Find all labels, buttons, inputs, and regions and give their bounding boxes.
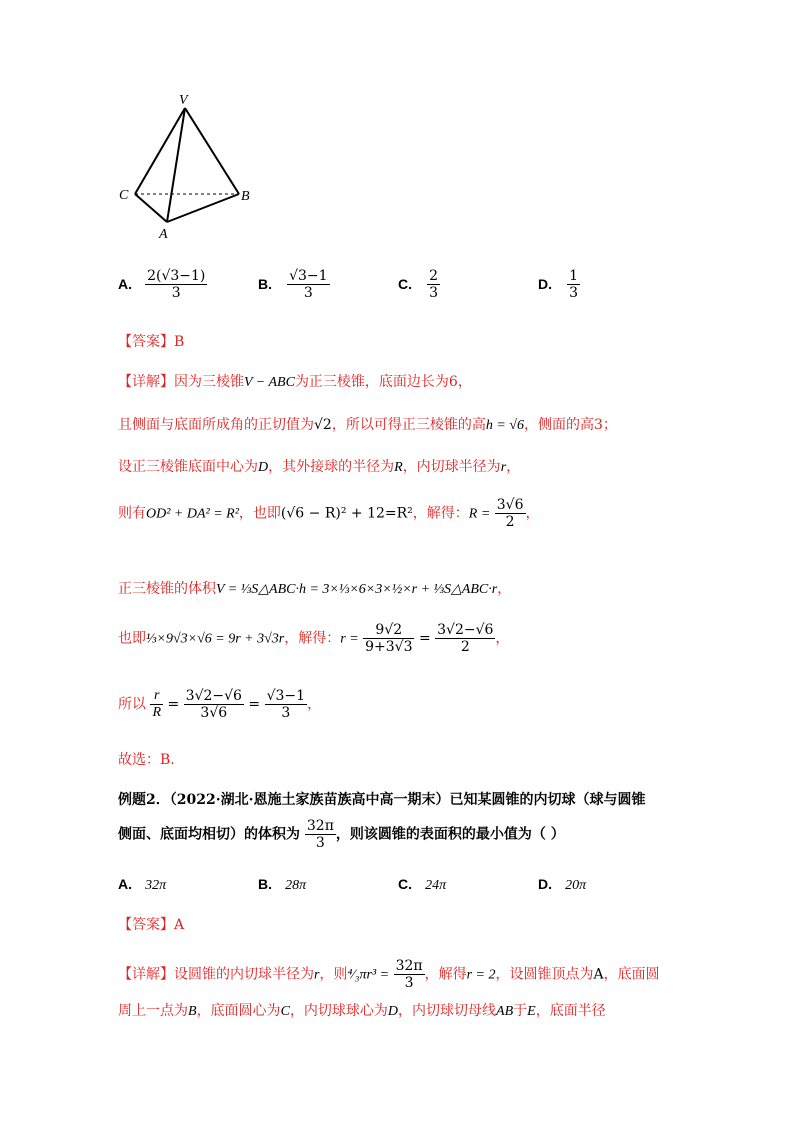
math: ⁴⁄₃πr³ =: [347, 967, 390, 983]
option-c-num: 2: [429, 268, 439, 284]
text: 为正三棱锥，底面边长为6，: [294, 374, 472, 390]
math: r: [314, 967, 320, 983]
edge-vb: [185, 108, 239, 194]
text: ，解得：: [284, 630, 341, 647]
text: ，则: [319, 966, 348, 983]
frac-num: 9√2: [363, 622, 414, 639]
text: ，内切球球心为: [289, 1003, 388, 1019]
text: ，解得: [424, 966, 467, 983]
option-b-num: √3−1: [289, 268, 328, 284]
text: ，底面圆心为: [196, 1003, 281, 1019]
frac-num: 3√6: [496, 497, 524, 513]
math: R =: [468, 506, 491, 522]
q1-detail-line7: [118, 688, 321, 721]
math: ⅓×9√3×√6 = 9r + 3√3r: [146, 631, 285, 647]
math: R: [394, 460, 403, 475]
text: 设正三棱锥底面中心为: [118, 459, 258, 475]
math: √2: [314, 417, 332, 433]
frac-den: 2: [460, 639, 470, 655]
text: 则有: [118, 505, 146, 522]
q2-option-a: [118, 874, 166, 894]
math: AB: [496, 1004, 514, 1019]
text: 于: [513, 1003, 528, 1019]
text: 【详解】设圆锥的内切球半径为: [118, 966, 314, 983]
text: ，: [495, 630, 510, 647]
frac-num: 3√2−√6: [185, 688, 242, 704]
option-label: B.: [258, 876, 272, 892]
text: ，: [525, 505, 540, 522]
q1-detail-line5: [118, 578, 511, 598]
q1-detail-line3: [118, 456, 520, 476]
option-a-num: 2(√3−1): [147, 268, 206, 284]
q1-detail-line1: [118, 371, 472, 391]
q2-option-c: [398, 874, 446, 894]
q1-option-a: [118, 268, 207, 301]
option-value: 20π: [565, 878, 587, 893]
q2-detail-line2: [118, 1000, 606, 1020]
text: ，所以可得正三棱锥的高: [331, 417, 486, 433]
option-d-num: 1: [569, 268, 579, 284]
text: ，底面半径: [535, 1003, 606, 1019]
frac-den: 2: [505, 514, 515, 530]
option-b-den: 3: [303, 285, 313, 301]
frac-den: 9+3√3: [365, 639, 413, 655]
pyramid-figure: [115, 90, 265, 250]
frac-num: 3√2−√6: [437, 622, 494, 638]
text: 正三棱锥的体积: [118, 581, 216, 597]
frac-den: 3√6: [200, 705, 228, 721]
q1-detail-line8: 故选：B.: [118, 752, 175, 768]
text: ，也即: [238, 505, 281, 522]
math: D: [258, 460, 269, 475]
text: 周上一点为: [118, 1003, 188, 1019]
text: ，其外接球的半径为: [268, 459, 395, 475]
label-a: A: [159, 227, 168, 242]
equals: =: [167, 696, 180, 713]
frac-den: 3: [281, 705, 291, 721]
option-label: C.: [398, 876, 412, 892]
q2-detail-line1: [118, 958, 660, 991]
math: r = 2: [466, 967, 496, 983]
label-v: V: [179, 93, 188, 108]
equals: =: [418, 630, 431, 647]
text: 且侧面与底面所成角的正切值为: [118, 417, 314, 433]
q2-answer-tag: 【答案】A: [118, 917, 185, 933]
math: V − ABC: [244, 375, 295, 390]
q1-option-c: [398, 268, 440, 301]
option-label: D.: [538, 876, 552, 892]
frac-den: 3: [315, 835, 325, 851]
text: ，: [307, 696, 322, 713]
q1-answer-tag: 【答案】B: [118, 334, 185, 350]
option-a-den: 3: [171, 285, 181, 301]
edge-ab: [167, 194, 239, 222]
math: r: [500, 460, 507, 475]
frac-den: 3: [404, 975, 414, 991]
text: 所以: [118, 696, 146, 713]
option-label: D.: [538, 276, 552, 292]
option-label: A.: [118, 876, 132, 892]
label-c: C: [119, 188, 129, 203]
q2-option-d: [538, 874, 586, 894]
math: D: [387, 1004, 399, 1019]
q1-option-d: [538, 268, 580, 301]
frac-num: r: [150, 688, 163, 705]
text: ，: [506, 459, 521, 475]
math: r =: [340, 631, 359, 647]
equals: =: [248, 696, 261, 713]
option-label: C.: [398, 276, 412, 292]
math: OD² + DA² = R²: [146, 506, 239, 522]
option-c-den: 3: [429, 285, 439, 301]
math: E: [527, 1004, 536, 1019]
text: ，: [497, 581, 512, 597]
text: ，内切球切母线: [398, 1003, 497, 1019]
label-b: B: [241, 189, 250, 204]
math: h = √6: [485, 418, 524, 433]
math: (√6 − R)² + 12=R²: [280, 505, 413, 522]
text: ，侧面的高3；: [523, 417, 617, 433]
frac-num: √3−1: [266, 688, 306, 704]
q2-title-line1: 例题2．（2022·湖北·恩施土家族苗族高中高一期末）已知某圆锥的内切球（球与圆锥: [118, 792, 646, 808]
option-value: 28π: [285, 878, 307, 893]
math: A: [593, 966, 604, 983]
option-label: A.: [118, 276, 132, 292]
q2-option-b: [258, 874, 306, 894]
option-d-den: 3: [569, 285, 579, 301]
text: ，底面圆: [603, 966, 660, 983]
math: V = ⅓S△ABC·h = 3×⅓×6×3×½×r + ⅓S△ABC·r: [216, 582, 498, 597]
math: C: [280, 1004, 290, 1019]
q1-option-b: [258, 268, 330, 301]
q2-title-line2: [118, 818, 565, 851]
q1-detail-line4: [118, 497, 540, 530]
text: 【详解】因为三棱锥: [118, 374, 244, 390]
q1-detail-line6: [118, 622, 509, 655]
text: ，则该圆锥的表面积的最小值为（ ）: [335, 826, 565, 843]
frac-num: 32π: [395, 958, 423, 974]
frac-den: R: [152, 705, 162, 720]
text: 侧面、底面均相切）的体积为: [118, 826, 300, 843]
math: B: [188, 1004, 197, 1019]
option-label: B.: [258, 276, 272, 292]
option-value: 24π: [425, 878, 447, 893]
option-value: 32π: [145, 878, 167, 893]
text: ，解得：: [412, 505, 469, 522]
text: ，内切球半径为: [402, 459, 501, 475]
frac-num: 32π: [306, 818, 334, 834]
text: ，设圆锥顶点为: [495, 966, 594, 983]
edge-ca: [135, 194, 167, 222]
q1-detail-line2: [118, 414, 617, 434]
text: 也即: [118, 630, 146, 647]
